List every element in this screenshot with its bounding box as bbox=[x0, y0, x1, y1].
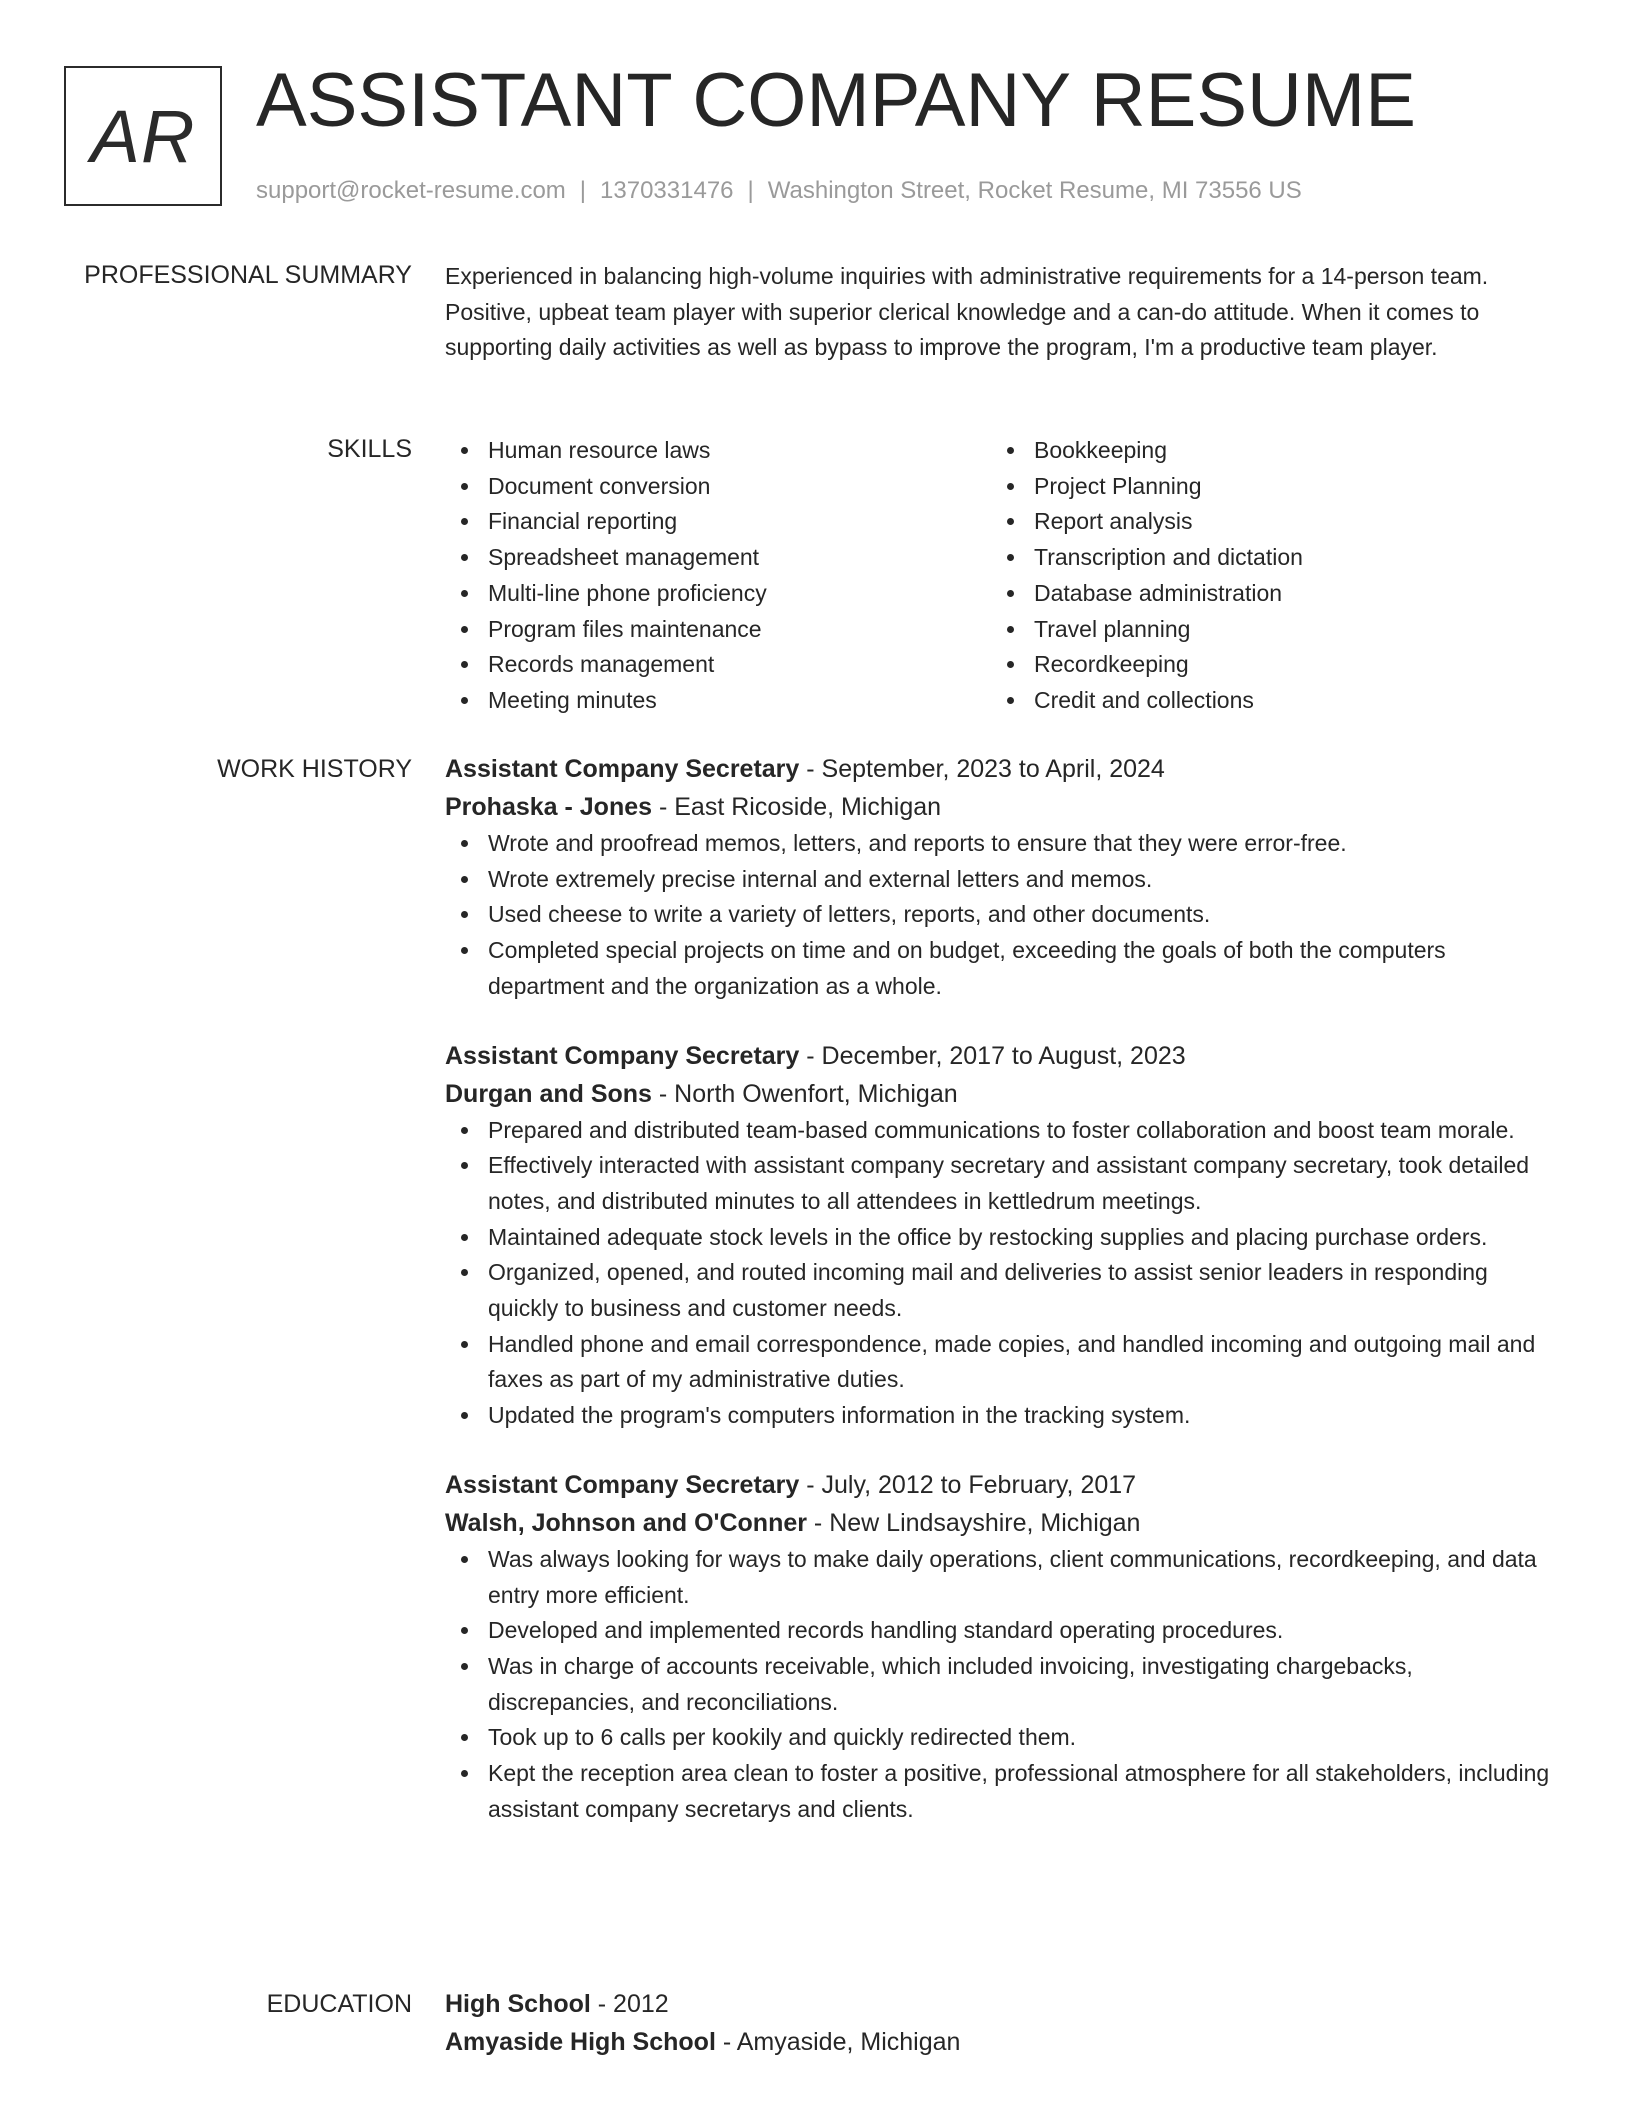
skill-item: Spreadsheet management bbox=[488, 540, 991, 576]
job-entry bbox=[445, 1037, 1555, 1434]
skill-item: Meeting minutes bbox=[488, 683, 991, 719]
resume-title: ASSISTANT COMPANY RESUME bbox=[256, 58, 1416, 143]
job-duty: Was always looking for ways to make daily operations, client communications, recordkeeping, and data entry more efficient. bbox=[488, 1542, 1555, 1613]
job-duty: Developed and implemented records handling standard operating procedures. bbox=[488, 1613, 1555, 1649]
job-duty: Updated the program's computers information in the tracking system. bbox=[488, 1398, 1555, 1434]
job-company-line bbox=[445, 1075, 1555, 1113]
summary-label: PROFESSIONAL SUMMARY bbox=[84, 261, 412, 289]
job-dates: - September, 2023 to April, 2024 bbox=[799, 755, 1165, 783]
skill-item: Transcription and dictation bbox=[1034, 540, 1537, 576]
contact-address: Washington Street, Rocket Resume, MI 73556 US bbox=[767, 177, 1302, 204]
job-company: Prohaska - Jones bbox=[445, 793, 653, 821]
skills-grid bbox=[445, 433, 1555, 719]
job-dates: - July, 2012 to February, 2017 bbox=[799, 1470, 1137, 1499]
job-dates: - December, 2017 to August, 2023 bbox=[799, 1041, 1186, 1070]
job-duty: Effectively interacted with assistant company secretary and assistant company secretary, took detailed notes, and distributed minutes to all attendees in kettledrum meetings. bbox=[488, 1148, 1555, 1219]
education-degree: High School bbox=[445, 1990, 591, 2018]
job-duty: Used cheese to write a variety of letters, reports, and other documents. bbox=[488, 897, 1555, 933]
job-title-line bbox=[445, 1466, 1555, 1504]
job-location: - East Ricoside, Michigan bbox=[652, 793, 942, 821]
job-duty: Wrote and proofread memos, letters, and reports to ensure that they were error-free. bbox=[488, 826, 1555, 862]
job-entry bbox=[445, 750, 1555, 1005]
contact-separator: | bbox=[579, 177, 587, 204]
skills-list-right bbox=[991, 433, 1537, 719]
job-location: - North Owenfort, Michigan bbox=[651, 1079, 958, 1108]
job-duty: Took up to 6 calls per kookily and quickly redirected them. bbox=[488, 1720, 1555, 1756]
contact-separator: | bbox=[747, 177, 754, 204]
education-school-line bbox=[445, 2023, 1555, 2061]
contact-phone: 1370331476 bbox=[600, 177, 734, 204]
contact-email: support@rocket-resume.com bbox=[256, 177, 566, 204]
skills-label: SKILLS bbox=[327, 435, 412, 463]
monogram-box bbox=[64, 66, 222, 206]
skills-body bbox=[445, 433, 1555, 719]
job-title: Assistant Company Secretary bbox=[445, 755, 800, 783]
work-history-label: WORK HISTORY bbox=[217, 755, 412, 783]
skill-item: Human resource laws bbox=[488, 433, 991, 469]
work-history-body bbox=[445, 750, 1555, 1827]
job-duty: Was in charge of accounts receivable, which included invoicing, investigating chargebacks, discrepancies, and reconciliations. bbox=[488, 1649, 1555, 1720]
skill-item: Database administration bbox=[1034, 576, 1537, 612]
monogram-initials: AR bbox=[90, 94, 196, 178]
job-title-line bbox=[445, 1037, 1555, 1075]
job-company: Walsh, Johnson and O'Conner bbox=[445, 1508, 807, 1537]
job-duty: Maintained adequate stock levels in the office by restocking supplies and placing purchase orders. bbox=[488, 1220, 1555, 1256]
skill-item: Credit and collections bbox=[1034, 683, 1537, 719]
skill-item: Program files maintenance bbox=[488, 612, 991, 648]
education-school: Amyaside High School bbox=[445, 2028, 716, 2056]
job-title: Assistant Company Secretary bbox=[445, 1041, 800, 1070]
job-location: - New Lindsayshire, Michigan bbox=[806, 1508, 1141, 1537]
job-company-line bbox=[445, 788, 1555, 826]
skill-item: Project Planning bbox=[1034, 469, 1537, 505]
skill-item: Records management bbox=[488, 647, 991, 683]
skill-item: Multi-line phone proficiency bbox=[488, 576, 991, 612]
job-duty: Handled phone and email correspondence, made copies, and handled incoming and outgoing mail and faxes as part of my administrative duties. bbox=[488, 1327, 1555, 1398]
job-duty: Completed special projects on time and on budget, exceeding the goals of both the computers department and the organization as a whole. bbox=[488, 933, 1555, 1004]
job-duty: Kept the reception area clean to foster a positive, professional atmosphere for all stakeholders, including assistant company secretarys and clients. bbox=[488, 1756, 1555, 1827]
job-duties-list bbox=[445, 1113, 1555, 1434]
skill-item: Bookkeeping bbox=[1034, 433, 1537, 469]
job-duty: Prepared and distributed team-based communications to foster collaboration and boost team morale. bbox=[488, 1113, 1555, 1149]
skill-item: Financial reporting bbox=[488, 504, 991, 540]
job-duty: Wrote extremely precise internal and external letters and memos. bbox=[488, 862, 1555, 898]
education-degree-line bbox=[445, 1985, 1555, 2023]
skill-item: Recordkeeping bbox=[1034, 647, 1537, 683]
job-company: Durgan and Sons bbox=[445, 1079, 652, 1108]
skill-item: Travel planning bbox=[1034, 612, 1537, 648]
contact-line bbox=[256, 174, 1302, 208]
job-title-line bbox=[445, 750, 1555, 788]
education-label: EDUCATION bbox=[266, 1990, 412, 2018]
education-body bbox=[445, 1985, 1555, 2061]
job-company-line bbox=[445, 1504, 1555, 1542]
skills-list-left bbox=[445, 433, 991, 719]
skill-item: Document conversion bbox=[488, 469, 991, 505]
job-title: Assistant Company Secretary bbox=[445, 1470, 800, 1499]
job-entry bbox=[445, 1466, 1555, 1828]
summary-text: Experienced in balancing high-volume inquiries with administrative requirements for a 14-person team. Positive, upbeat team player with superior clerical knowledge and a can-do attitude. When it comes to supporting daily activities as well as bypass to improve the program, I'm a productive team player. bbox=[445, 263, 1489, 361]
summary-body bbox=[445, 259, 1555, 366]
education-year: - 2012 bbox=[590, 1990, 669, 2018]
job-duties-list bbox=[445, 826, 1555, 1005]
education-location: - Amyaside, Michigan bbox=[715, 2028, 961, 2056]
job-duty: Organized, opened, and routed incoming mail and deliveries to assist senior leaders in responding quickly to business and customer needs. bbox=[488, 1255, 1555, 1326]
skill-item: Report analysis bbox=[1034, 504, 1537, 540]
job-duties-list bbox=[445, 1542, 1555, 1828]
